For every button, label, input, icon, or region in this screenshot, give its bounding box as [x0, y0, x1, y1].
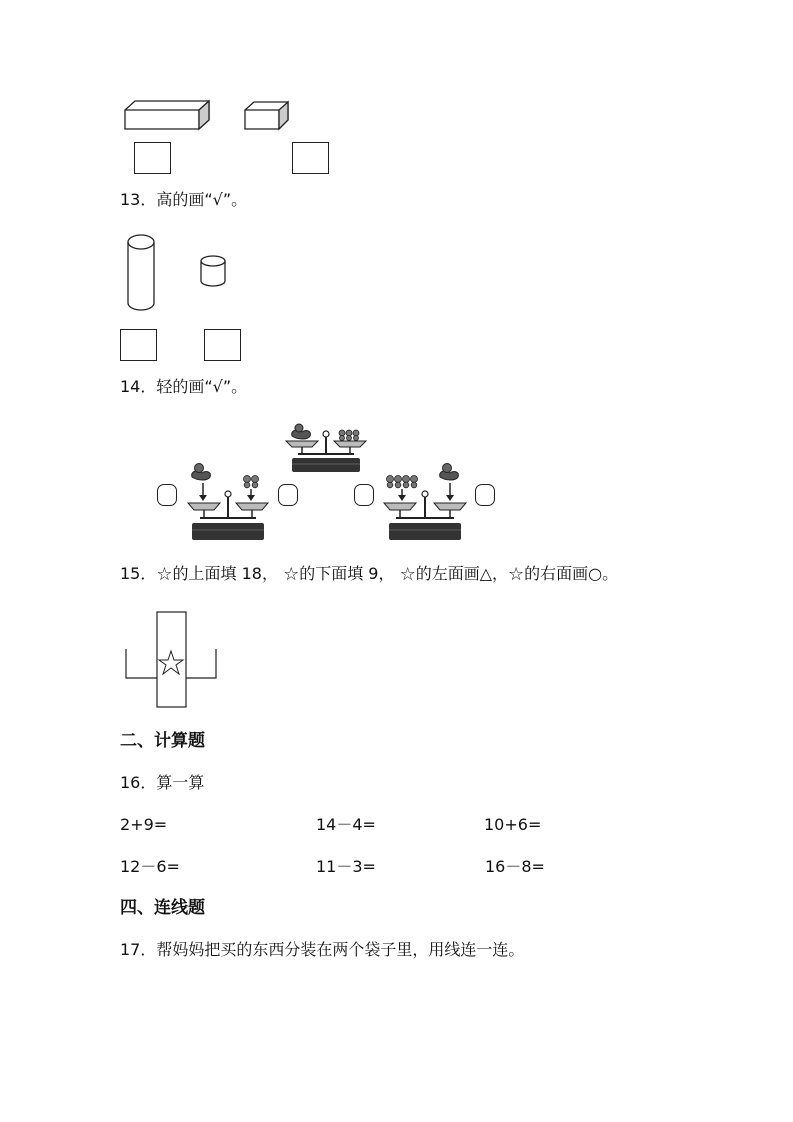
star-icon: ☆: [399, 564, 416, 585]
section-title-matching: 四、连线题: [120, 898, 205, 918]
question-15-number: 15．: [120, 564, 157, 583]
answer-circle-left-balance-left[interactable]: [157, 484, 177, 506]
answer-box-short-cuboid[interactable]: [292, 142, 329, 174]
question-17-prompt: 帮妈妈把买的东西分装在两个袋子里，用线连一连。: [156, 940, 525, 959]
answer-box-tall-cylinder[interactable]: [120, 329, 157, 361]
equation-14-minus-4: 14－4=: [316, 815, 376, 834]
right-balance-scale: [380, 459, 472, 543]
reference-balance-scale: [284, 420, 368, 476]
section-title-calculation: 二、计算题: [120, 731, 205, 751]
equation-11-minus-3: 11－3=: [316, 857, 376, 876]
answer-circle-right-balance-right[interactable]: [475, 484, 495, 506]
equation-10-plus-6: 10+6=: [484, 815, 542, 834]
question-17: [120, 940, 524, 960]
question-17-number: 17．: [120, 940, 157, 959]
tall-cylinder-figure: [126, 233, 156, 313]
short-cuboid-figure: [244, 101, 290, 131]
center-star-icon: [159, 651, 183, 674]
question-14-number: 14．: [120, 377, 157, 396]
short-cylinder-figure: [199, 254, 227, 288]
question-15-part1: 的上面填 18，: [172, 564, 278, 583]
cross-grid-figure: [124, 611, 220, 709]
star-icon: ☆: [283, 564, 300, 585]
question-15: [120, 564, 618, 585]
left-balance-scale: [184, 459, 272, 543]
answer-box-long-cuboid[interactable]: [134, 142, 171, 174]
star-icon: ☆: [508, 564, 525, 585]
equation-12-minus-6: 12－6=: [120, 857, 180, 876]
question-15-part2: 的下面填 9，: [299, 564, 395, 583]
star-icon: ☆: [156, 564, 173, 585]
question-14-prompt: 轻的画“√”。: [156, 377, 248, 396]
answer-circle-left-balance-right[interactable]: [278, 484, 298, 506]
equation-2-plus-9: 2+9=: [120, 815, 168, 834]
question-14: [120, 377, 247, 397]
long-cuboid-figure: [124, 100, 214, 132]
question-16-number: 16．: [120, 773, 157, 792]
question-16-prompt: 算一算: [156, 773, 205, 792]
question-13: [120, 190, 247, 210]
question-13-prompt: 高的画“√”。: [156, 190, 248, 209]
question-16: [120, 773, 204, 793]
equation-16-minus-8: 16－8=: [485, 857, 545, 876]
question-15-part4: 的右面画○。: [524, 564, 619, 583]
question-13-number: 13．: [120, 190, 157, 209]
answer-circle-right-balance-left[interactable]: [354, 484, 374, 506]
question-15-part3: 的左面画△，: [415, 564, 509, 583]
answer-box-short-cylinder[interactable]: [204, 329, 241, 361]
